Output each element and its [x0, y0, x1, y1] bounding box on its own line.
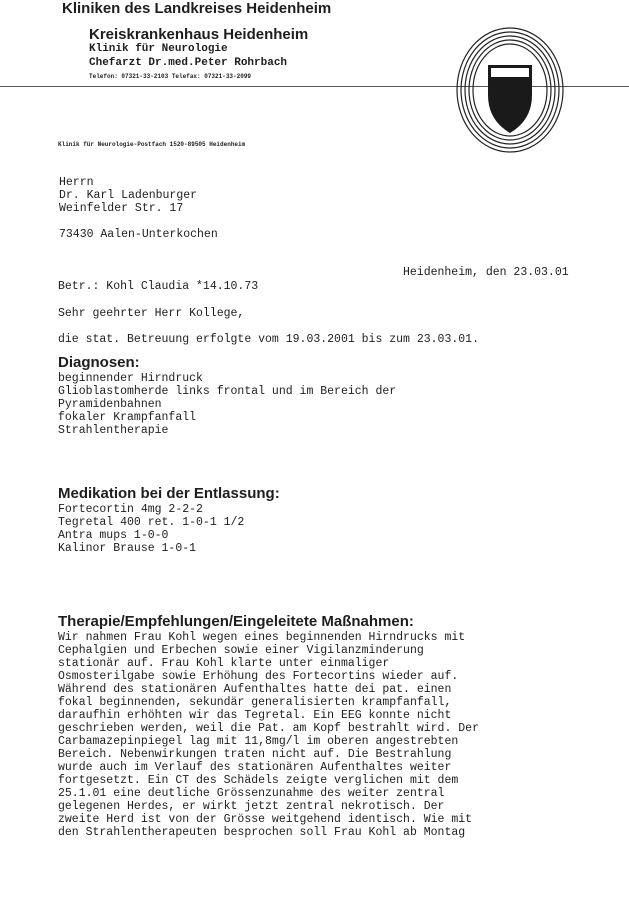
recipient-street: Weinfelder Str. 17: [59, 202, 184, 215]
text-line: Bereich. Nebenwirkungen traten nicht auf. Die Bestrahlung: [58, 748, 452, 761]
clinic-name: Klinik für Neurologie: [89, 43, 228, 55]
text-line: den Strahlentherapeuten besprochen soll Frau Kohl ab Montag: [58, 826, 466, 839]
list-item: beginnender Hirndruck: [58, 372, 203, 385]
text-line: Während des stationären Aufenthaltes hatte dei pat. einen: [58, 683, 452, 696]
organization-name: Kliniken des Landkreises Heidenheim: [62, 0, 332, 17]
list-item: Fortecortin 4mg 2-2-2: [58, 503, 203, 516]
subject-line: Betr.: Kohl Claudia *14.10.73: [58, 280, 259, 293]
recipient-city: 73430 Aalen-Unterkochen: [59, 228, 218, 241]
list-item: Antra mups 1-0-0: [58, 529, 169, 542]
therapy-heading: Therapie/Empfehlungen/Eingeleitete Maßnahmen:: [58, 613, 414, 630]
text-line: daraufhin erhöhten wir das Tegretal. Ein EEG konnte nicht: [58, 709, 452, 722]
text-line: fokal beginnenden, sekundär generalisierten krampfanfall,: [58, 696, 452, 709]
recipient-salutation: Herrn: [59, 176, 94, 189]
recipient-name: Dr. Karl Ladenburger: [59, 189, 198, 202]
text-line: gelegenen Herdes, er wirkt jetzt zentral nekrotisch. Der: [58, 800, 445, 813]
text-line: Cephalgien und Erbechen sowie einer Vigilanzminderung: [58, 644, 424, 657]
text-line: Carbamazepinpiegel lag mit 11,8mg/l im oberen angestrebten: [58, 735, 459, 748]
text-line: stationär auf. Frau Kohl klarte unter einmaliger: [58, 657, 390, 670]
greeting: Sehr geehrter Herr Kollege,: [58, 307, 245, 320]
list-item: Glioblastomherde links frontal und im Bereich der: [58, 385, 397, 398]
list-item: fokaler Krampfanfall: [58, 411, 197, 424]
sender-line: Klinik für Neurologie-Postfach 1520-89505 Heidenheim: [58, 141, 246, 148]
text-line: 25.1.01 eine deutliche Grössenzunahme des weiter zentral: [58, 787, 445, 800]
text-line: geschrieben werden, weil die Pat. am Kopf bestrahlt wird. Der: [58, 722, 479, 735]
list-item: Strahlentherapie: [58, 424, 169, 437]
diagnoses-heading: Diagnosen:: [58, 354, 140, 371]
text-line: Wir nahmen Frau Kohl wegen eines beginnenden Hirndrucks mit: [58, 631, 466, 644]
list-item: Pyramidenbahnen: [58, 398, 162, 411]
phone-fax: Telefon: 07321-33-2103 Telefax: 07321-33-2099: [89, 73, 252, 80]
text-line: zweite Herd ist von der Grösse weitgehend identisch. Wie mit: [58, 813, 473, 826]
hospital-name: Kreiskrankenhaus Heidenheim: [89, 26, 309, 43]
stay-period: die stat. Betreuung erfolgte vom 19.03.2001 bis zum 23.03.01.: [58, 333, 479, 346]
hospital-logo-icon: [455, 25, 565, 155]
list-item: Tegretal 400 ret. 1-0-1 1/2: [58, 516, 245, 529]
list-item: Kalinor Brause 1-0-1: [58, 542, 197, 555]
text-line: Osmosterilgabe sowie Erhöhung des Fortecortins wieder auf.: [58, 670, 459, 683]
text-line: fortgesetzt. Ein CT des Schädels zeigte verglichen mit dem: [58, 774, 459, 787]
place-date: Heidenheim, den 23.03.01: [403, 266, 569, 279]
chief-physician: Chefarzt Dr.med.Peter Rohrbach: [89, 57, 288, 69]
text-line: wurde auch im Verlauf des stationären Aufenthaltes weiter: [58, 761, 452, 774]
medication-heading: Medikation bei der Entlassung:: [58, 485, 280, 502]
